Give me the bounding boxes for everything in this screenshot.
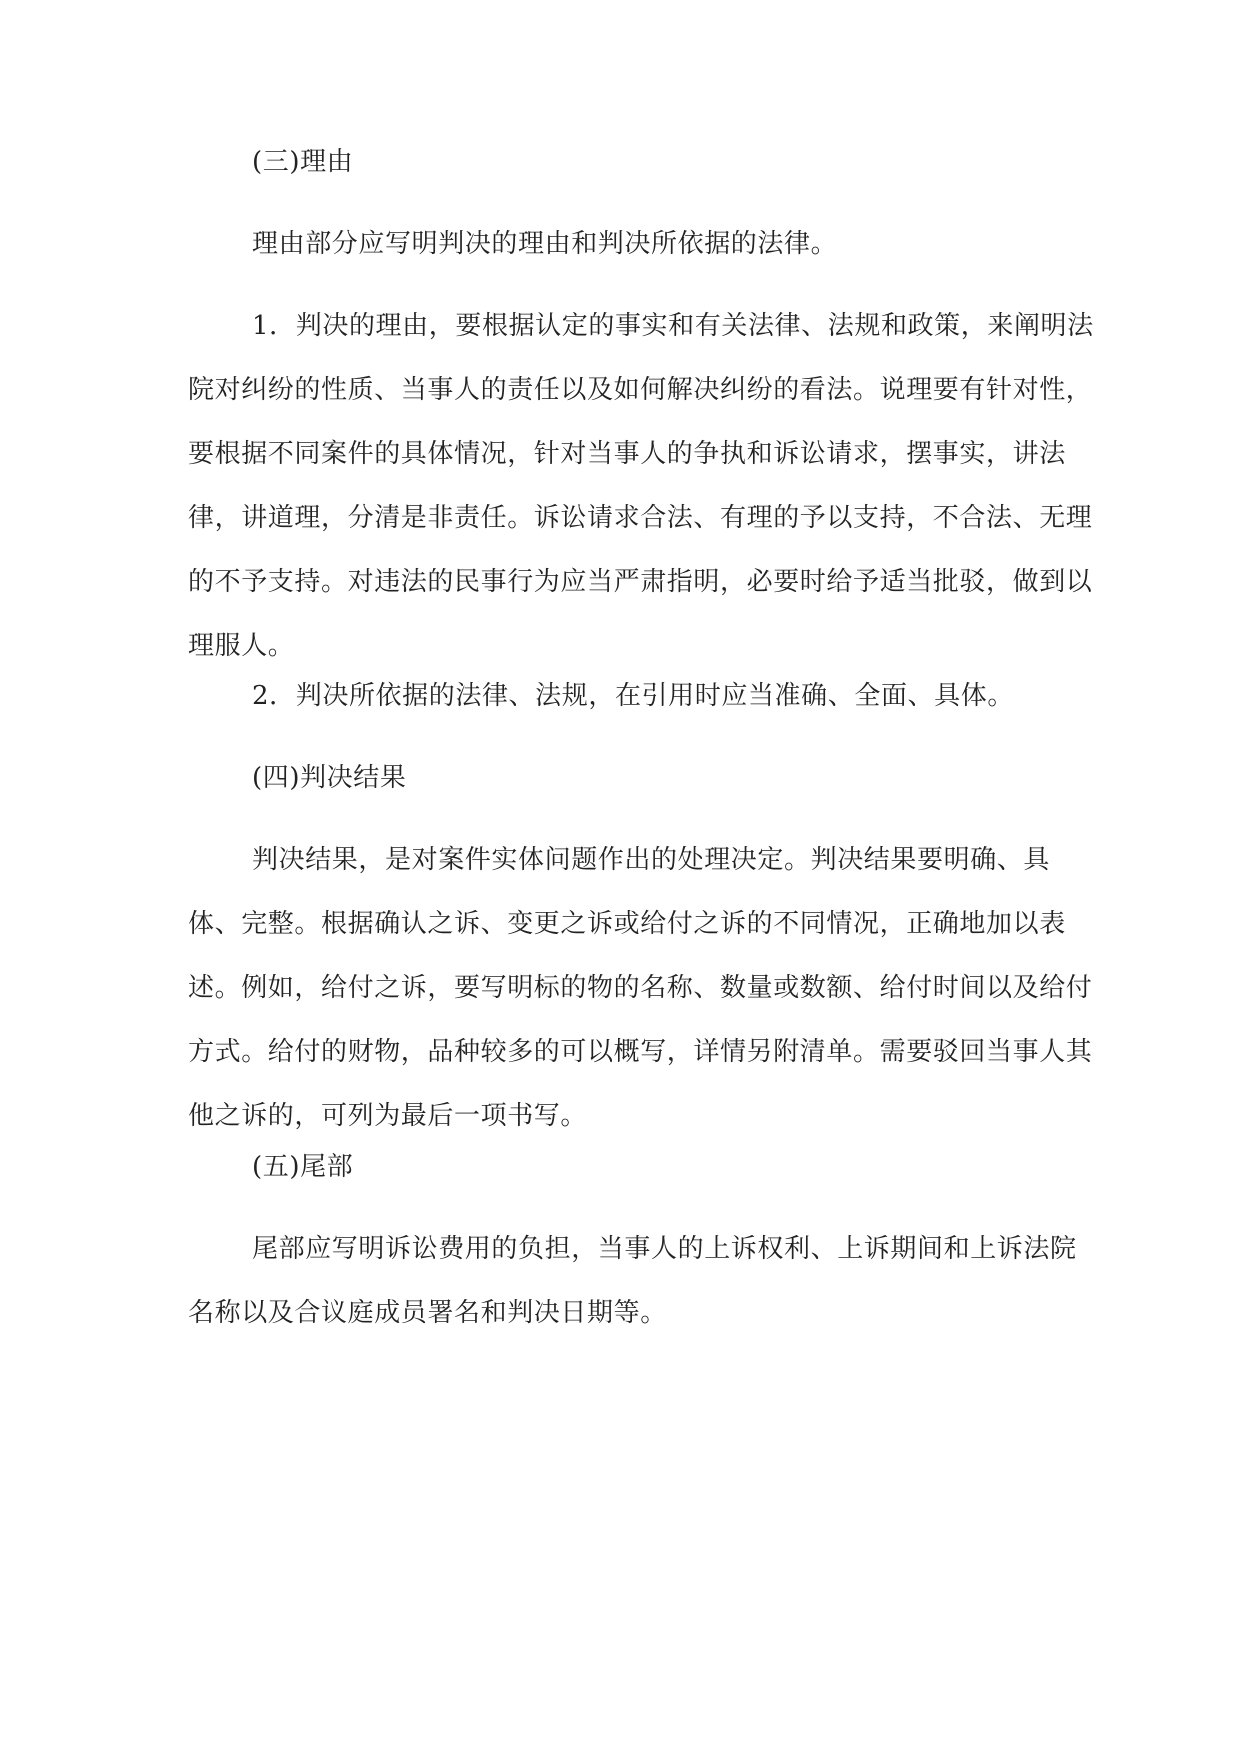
section-3-point-1 [188, 294, 1094, 678]
paragraph-line: 体、完整。根据确认之诉、变更之诉或给付之诉的不同情况，正确地加以表 [188, 909, 1066, 939]
section-3-heading: (三)理由 [252, 147, 354, 177]
section-5-body [188, 1217, 1077, 1345]
paragraph-line: 院对纠纷的性质、当事人的责任以及如何解决纠纷的看法。说理要有针对性， [188, 375, 1093, 405]
section-3-intro: 理由部分应写明判决的理由和判决所依据的法律。 [252, 229, 838, 259]
paragraph-line: 他之诉的，可列为最后一项书写。 [188, 1101, 588, 1131]
section-3-point-2: 2．判决所依据的法律、法规，在引用时应当准确、全面、具体。 [252, 681, 1014, 711]
section-4-heading: (四)判决结果 [252, 763, 407, 793]
paragraph-line: 方式。给付的财物，品种较多的可以概写，详情另附清单。需要驳回当事人其 [188, 1037, 1093, 1067]
paragraph-line: 名称以及合议庭成员署名和判决日期等。 [188, 1298, 667, 1328]
paragraph-line: 理服人。 [188, 631, 295, 661]
paragraph-line: 尾部应写明诉讼费用的负担，当事人的上诉权利、上诉期间和上诉法院 [252, 1234, 1077, 1264]
section-5-heading: (五)尾部 [252, 1152, 354, 1182]
paragraph-line: 要根据不同案件的具体情况，针对当事人的争执和诉讼请求，摆事实，讲法 [188, 439, 1066, 469]
section-4-body [188, 828, 1093, 1148]
paragraph-line: 1．判决的理由，要根据认定的事实和有关法律、法规和政策，来阐明法 [252, 311, 1094, 341]
paragraph-line: 的不予支持。对违法的民事行为应当严肃指明，必要时给予适当批驳，做到以 [188, 567, 1093, 597]
paragraph-line: 律，讲道理，分清是非责任。诉讼请求合法、有理的予以支持，不合法、无理 [188, 503, 1093, 533]
paragraph-line: 判决结果，是对案件实体问题作出的处理决定。判决结果要明确、具 [252, 845, 1051, 875]
paragraph-line: 述。例如，给付之诉，要写明标的物的名称、数量或数额、给付时间以及给付 [188, 973, 1093, 1003]
